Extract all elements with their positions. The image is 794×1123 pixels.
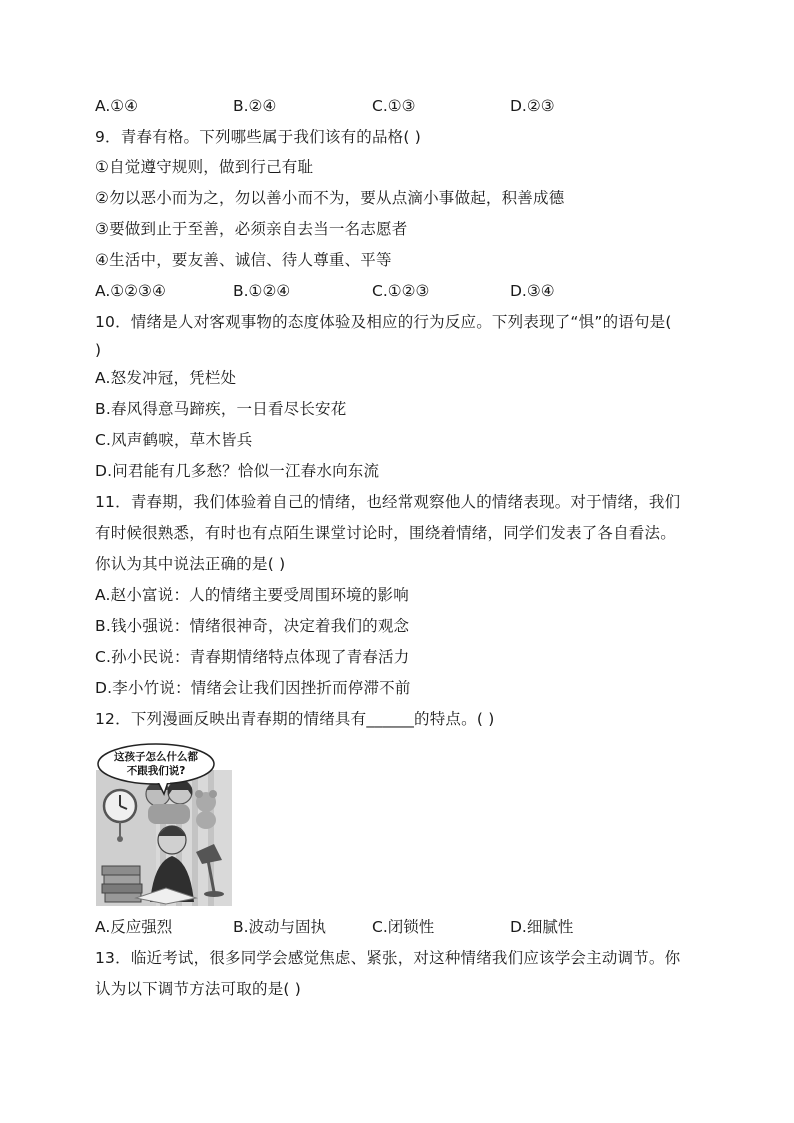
q12-option-b[interactable]: B.波动与固执: [233, 918, 327, 936]
q8-option-c[interactable]: C.①③: [372, 97, 416, 115]
q9-stem: 9．青春有格。下列哪些属于我们该有的品格( ): [95, 128, 421, 146]
q10-option-d[interactable]: D.问君能有几多愁？恰似一江春水向东流: [95, 462, 380, 480]
q12-stem: 12．下列漫画反映出青春期的情绪具有______的特点。( ): [95, 710, 495, 728]
q9-option-c[interactable]: C.①②③: [372, 282, 430, 300]
q10-option-c[interactable]: C.风声鹤唳，草木皆兵: [95, 431, 253, 449]
q12-option-c[interactable]: C.闭锁性: [372, 918, 435, 936]
q10-stem-line-1: 10．情绪是人对客观事物的态度体验及相应的行为反应。下列表现了“惧”的语句是(: [95, 313, 672, 331]
q8-option-b[interactable]: B.②④: [233, 97, 277, 115]
q10-stem-line-2: ): [95, 341, 102, 359]
speech-bubble-line-2: 不跟我们说?: [126, 765, 186, 777]
q11-stem-line-3: 你认为其中说法正确的是( ): [95, 555, 286, 573]
q9-statement-2: ②勿以恶小而为之，勿以善小而不为，要从点滴小事做起，积善成德: [95, 189, 565, 207]
q9-statement-4: ④生活中，要友善、诚信、待人尊重、平等: [95, 251, 392, 269]
q12-option-d[interactable]: D.细腻性: [510, 918, 574, 936]
q9-option-d[interactable]: D.③④: [510, 282, 555, 300]
q11-option-a[interactable]: A.赵小富说：人的情绪主要受周围环境的影响: [95, 586, 409, 604]
q9-option-b[interactable]: B.①②④: [233, 282, 291, 300]
q9-statement-1: ①自觉遵守规则，做到行己有耻: [95, 158, 314, 176]
q12-option-a[interactable]: A.反应强烈: [95, 918, 173, 936]
speech-bubble-line-1: 这孩子怎么什么都: [114, 751, 198, 763]
books-stack-icon: [102, 866, 142, 902]
q10-option-a[interactable]: A.怒发冲冠，凭栏处: [95, 369, 237, 387]
q11-option-d[interactable]: D.李小竹说：情绪会让我们因挫折而停滞不前: [95, 679, 411, 697]
q13-stem-line-2: 认为以下调节方法可取的是( ): [95, 980, 302, 998]
q9-statement-3: ③要做到止于至善，必须亲自去当一名志愿者: [95, 220, 408, 238]
q11-stem-line-1: 11．青春期，我们体验着自己的情绪，也经常观察他人的情绪表现。对于情绪，我们: [95, 493, 681, 511]
q8-option-a[interactable]: A.①④: [95, 97, 139, 115]
q11-stem-line-2: 有时候很熟悉，有时也有点陌生课堂讨论时，围绕着情绪，同学们发表了各自看法。: [95, 524, 676, 542]
q8-option-d[interactable]: D.②③: [510, 97, 555, 115]
q9-option-a[interactable]: A.①②③④: [95, 282, 166, 300]
cartoon-illustration: [96, 742, 232, 906]
q11-option-c[interactable]: C.孙小民说：青春期情绪特点体现了青春活力: [95, 648, 410, 666]
q13-stem-line-1: 13．临近考试，很多同学会感觉焦虑、紧张，对这种情绪我们应该学会主动调节。你: [95, 949, 681, 967]
q10-option-b[interactable]: B.春风得意马蹄疾，一日看尽长安花: [95, 400, 347, 418]
q11-option-b[interactable]: B.钱小强说：情绪很神奇，决定着我们的观念: [95, 617, 410, 635]
